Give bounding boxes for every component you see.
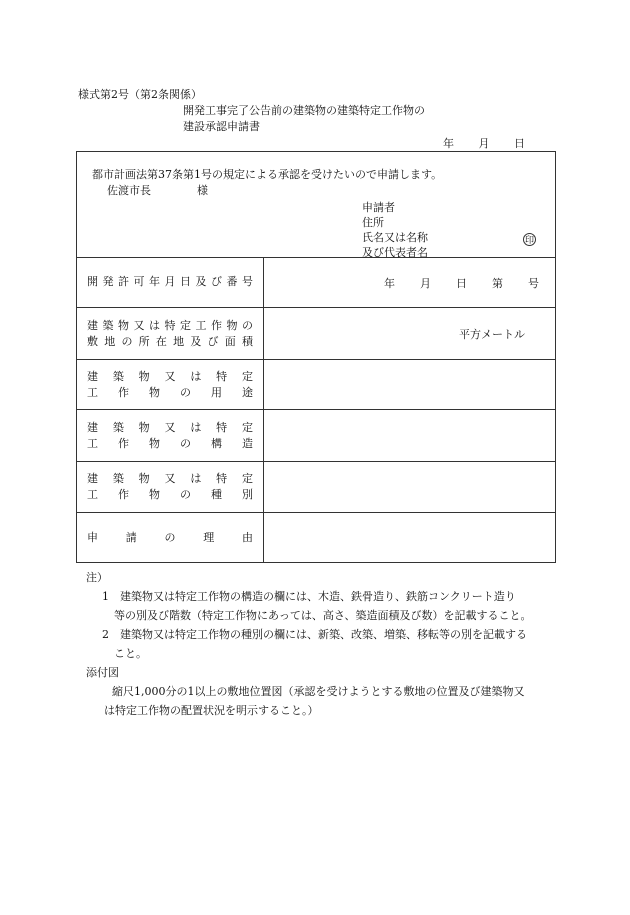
permit-label-text: 開発許可年月日及び番号 bbox=[87, 275, 253, 288]
use-label-line1: 建築物又は特定 bbox=[87, 369, 253, 383]
structure-label-line2: 工作物の構造 bbox=[87, 436, 253, 450]
row-use bbox=[77, 360, 555, 410]
document-title-line2: 建設承認申請書 bbox=[183, 120, 260, 133]
structure-value-field[interactable] bbox=[264, 410, 555, 461]
notes-heading: 注） bbox=[86, 571, 108, 584]
addressee: 佐渡市長 bbox=[107, 184, 151, 197]
row-structure bbox=[77, 410, 555, 462]
name-field[interactable]: 氏名又は名称 bbox=[362, 231, 428, 244]
reason-value-field[interactable] bbox=[264, 513, 555, 562]
row-reason bbox=[77, 513, 555, 562]
notes-section bbox=[86, 568, 556, 720]
date-day-label: 日 bbox=[514, 137, 525, 150]
site-value-field[interactable] bbox=[264, 308, 555, 359]
representative-field[interactable]: 及び代表者名 bbox=[362, 246, 428, 259]
area-unit: 平方メートル bbox=[459, 328, 525, 341]
type-label-line2: 工作物の種別 bbox=[87, 488, 253, 501]
date-month-label: 月 bbox=[478, 137, 490, 150]
attachment-line2: は特定工作物の配置状況を明示すること。） bbox=[104, 704, 319, 717]
site-label bbox=[77, 308, 264, 359]
permit-month-label: 月 bbox=[420, 277, 431, 290]
form-number: 様式第2号（第2条関係） bbox=[78, 88, 202, 101]
addressee-line bbox=[107, 182, 208, 198]
attachment-line1: 縮尺1,000分の1以上の敷地位置図（承認を受けようとする敷地の位置及び建築物又 bbox=[112, 685, 525, 698]
seal-icon: 印 bbox=[523, 233, 536, 246]
row-site bbox=[77, 308, 555, 360]
row-type bbox=[77, 462, 555, 513]
applicant-label: 申請者 bbox=[362, 201, 395, 214]
reason-label-text: 申請の理由 bbox=[87, 530, 253, 544]
reason-label bbox=[77, 513, 264, 562]
use-label bbox=[77, 360, 264, 409]
permit-number-suffix: 号 bbox=[528, 277, 539, 290]
request-text: 都市計画法第37条第1号の規定による承認を受けたいので申請します。 bbox=[92, 168, 443, 181]
note-1-line1: 1 建築物又は特定工作物の構造の欄には、木造、鉄骨造り、鉄筋コンクリート造り bbox=[102, 590, 516, 603]
type-label bbox=[77, 462, 264, 512]
address-field[interactable]: 住所 bbox=[362, 216, 384, 229]
attachment-heading: 添付図 bbox=[86, 666, 119, 679]
note-1-line2: 等の別及び階数（特定工作物にあっては、高さ、築造面積及び数）を記載すること。 bbox=[114, 609, 532, 622]
form-header-section bbox=[77, 152, 555, 258]
site-label-line2: 敷地の所在地及び面積 bbox=[87, 334, 253, 348]
application-form-table bbox=[76, 151, 556, 563]
submission-date bbox=[443, 135, 525, 151]
document-title-line1: 開発工事完了公告前の建築物の建築特定工作物の bbox=[183, 104, 425, 117]
permit-year-label: 年 bbox=[384, 277, 395, 290]
use-value-field[interactable] bbox=[264, 360, 555, 409]
permit-number-prefix: 第 bbox=[492, 277, 503, 290]
honorific: 様 bbox=[197, 184, 208, 197]
permit-day-label: 日 bbox=[456, 277, 467, 290]
note-2-line2: こと。 bbox=[114, 647, 147, 660]
use-label-line2: 工作物の用途 bbox=[87, 385, 253, 399]
structure-label bbox=[77, 410, 264, 461]
date-year-label: 年 bbox=[443, 137, 454, 150]
permit-value-field[interactable] bbox=[264, 257, 555, 307]
permit-label bbox=[77, 257, 264, 307]
structure-label-line1: 建築物又は特定 bbox=[87, 420, 253, 434]
site-label-line1: 建築物又は特定工作物の bbox=[87, 318, 253, 332]
row-permit bbox=[77, 257, 555, 308]
note-2-line1: 2 建築物又は特定工作物の種別の欄には、新築、改築、増築、移転等の別を記載する bbox=[102, 628, 527, 641]
type-label-line1: 建築物又は特定 bbox=[87, 472, 253, 485]
type-value-field[interactable] bbox=[264, 462, 555, 512]
